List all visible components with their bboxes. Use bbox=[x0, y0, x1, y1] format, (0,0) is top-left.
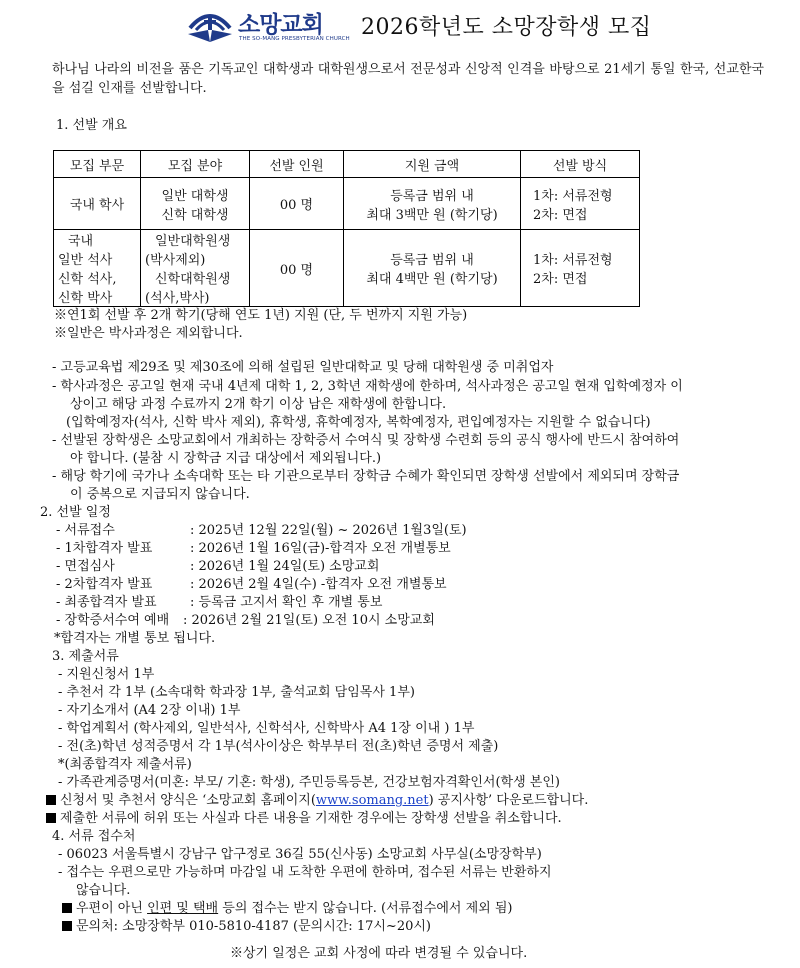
header bbox=[0, 2, 800, 50]
schedule-value: : 2025년 12월 22일(월) ~ 2026년 1월3일(토) bbox=[190, 523, 467, 538]
amount-cell: 등록금 범위 내 최대 4백만 원 (학기당) bbox=[344, 230, 521, 307]
schedule-label: - 1차합격자 발표 bbox=[56, 541, 153, 556]
table-header-row bbox=[54, 151, 640, 178]
table-row bbox=[54, 178, 640, 230]
schedule-value: : 2026년 1월 16일(금)-합격자 오전 개별통보 bbox=[190, 541, 451, 556]
column-header: 선발 인원 bbox=[250, 151, 344, 178]
homepage-link[interactable]: www.somang.net bbox=[315, 793, 429, 808]
page-title: 2026학년도 소망장학생 모집 bbox=[361, 15, 652, 40]
schedule-value: : 2026년 1월 24일(토) 소망교회 bbox=[190, 559, 380, 574]
schedule-note: *합격자는 개별 통보 됩니다. bbox=[54, 631, 216, 646]
field-cell: 일반 대학생 신학 대학생 bbox=[141, 178, 250, 230]
column-header: 모집 부문 bbox=[54, 151, 141, 178]
square-bullet-icon bbox=[46, 813, 56, 823]
schedule-value: : 2026년 2월 21일(토) 오전 10시 소망교회 bbox=[183, 613, 435, 628]
method-cell: 1차: 서류전형 2차: 면접 bbox=[521, 230, 640, 307]
note: ※연1회 선발 후 2개 학기(당해 연도 1년) 지원 (단, 두 번까지 지원 가능) bbox=[54, 308, 468, 323]
document-item: - 자기소개서 (A4 2장 이내) 1부 bbox=[58, 703, 241, 718]
rule-line: 상이고 해당 과정 수료까지 2개 학기 이상 남은 재학생에 한합니다. bbox=[70, 397, 447, 412]
schedule-label: - 2차합격자 발표 bbox=[56, 577, 153, 592]
document-item: - 전(초)학년 성적증명서 각 1부(석사이상은 학부부터 전(초)학년 증명서 제출) bbox=[58, 739, 499, 754]
contact-info: 문의처: 소망장학부 010-5810-4187 (문의시간: 17시~20시) bbox=[62, 917, 431, 936]
column-header: 모집 분야 bbox=[141, 151, 250, 178]
footer-note: ※상기 일정은 교회 사정에 따라 변경될 수 있습니다. bbox=[230, 946, 528, 961]
rule-line: - 해당 학기에 국가나 소속대학 또는 타 기관으로부터 장학금 수혜가 확인되면 장학생 선발에서 제외되며 장학금 bbox=[52, 469, 680, 484]
count-cell: 00 명 bbox=[250, 230, 344, 307]
square-bullet-icon bbox=[62, 921, 72, 931]
method-cell: 1차: 서류전형 2차: 면접 bbox=[521, 178, 640, 230]
amount-cell: 등록금 범위 내 최대 3백만 원 (학기당) bbox=[344, 178, 521, 230]
schedule-label: - 장학증서수여 예배 bbox=[56, 613, 170, 628]
selection-overview-table bbox=[53, 150, 640, 307]
column-header: 선발 방식 bbox=[521, 151, 640, 178]
rule-line: - 고등교육법 제29조 및 제30조에 의해 설립된 일반대학교 및 당해 대학원생 중 미취업자 bbox=[52, 360, 554, 375]
field-cell: 일반대학원생 (박사제외) 신학대학원생 (석사,박사) bbox=[141, 230, 250, 307]
square-bullet-icon bbox=[46, 795, 56, 805]
square-bullet-icon bbox=[62, 903, 72, 913]
section-4-heading: 4. 서류 접수처 bbox=[52, 829, 136, 844]
schedule-label: - 최종합격자 발표 bbox=[56, 595, 157, 610]
document-item: - 가족관계증명서(미혼: 부모/ 기혼: 학생), 주민등록등본, 건강보험자격확인서(학생 본인) bbox=[58, 775, 560, 790]
document-item: - 추천서 각 1부 (소속대학 학과장 1부, 출석교회 담임목사 1부) bbox=[58, 685, 415, 700]
false-info-notice: 제출한 서류에 허위 또는 사실과 다른 내용을 기재한 경우에는 장학생 선발을 취소합니다. bbox=[46, 809, 562, 828]
church-name-english: THE SO-MANG PRESBYTERIAN CHURCH bbox=[239, 36, 350, 42]
count-cell: 00 명 bbox=[250, 178, 344, 230]
division-cell: 국내 일반 석사 신학 석사, 신학 박사 bbox=[54, 230, 141, 307]
rule-line: (입학예정자(석사, 신학 박사 제외), 휴학생, 휴학예정자, 복학예정자, 편입예정자는 지원할 수 없습니다) bbox=[66, 415, 651, 430]
rule-line: 이 중복으로 지급되지 않습니다. bbox=[70, 487, 250, 502]
mail-rule: - 접수는 우편으로만 가능하며 마감일 내 도착한 우편에 한하며, 접수된 서류는 반환하지 bbox=[58, 865, 552, 880]
section-2-heading: 2. 선발 일정 bbox=[40, 505, 111, 520]
note: ※일반은 박사과정은 제외합니다. bbox=[54, 326, 243, 341]
church-emblem-icon bbox=[186, 8, 234, 44]
document-item: *(최종합격자 제출서류) bbox=[58, 757, 192, 772]
rule-line: - 선발된 장학생은 소망교회에서 개최하는 장학증서 수여식 및 장학생 수련회 등의 공식 행사에 반드시 참여하여 bbox=[52, 433, 680, 448]
column-header: 지원 금액 bbox=[344, 151, 521, 178]
intro-paragraph: 하나님 나라의 비전을 품은 기독교인 대학생과 대학원생으로서 전문성과 신앙적 인격을 바탕으로 21세기 통일 한국, 선교한국을 섬길 인재를 선발합니다. bbox=[52, 62, 764, 96]
document-item: - 지원신청서 1부 bbox=[58, 667, 155, 682]
schedule-value: : 2026년 2월 4일(수) -합격자 오전 개별통보 bbox=[190, 577, 447, 592]
section-3-heading: 3. 제출서류 bbox=[52, 649, 119, 664]
church-logo bbox=[186, 6, 350, 46]
mailing-address: - 06023 서울특별시 강남구 압구정로 36길 55(신사동) 소망교회 사무실(소망장학부) bbox=[58, 847, 542, 862]
schedule-value: : 등록금 고지서 확인 후 개별 통보 bbox=[190, 595, 383, 610]
document-item: - 학업계획서 (학사제외, 일반석사, 신학석사, 신학박사 A4 1장 이내 ) 1부 bbox=[58, 721, 475, 736]
schedule-label: - 서류접수 bbox=[56, 523, 115, 538]
table-row bbox=[54, 230, 640, 307]
church-name: 소망교회 bbox=[238, 12, 323, 38]
delivery-notice: 우편이 아닌 인편 및 택배 등의 접수는 받지 않습니다. (서류접수에서 제외 됨) bbox=[62, 899, 513, 918]
section-1-heading: 1. 선발 개요 bbox=[56, 118, 127, 133]
division-cell: 국내 학사 bbox=[54, 178, 141, 230]
mail-rule-continued: 않습니다. bbox=[76, 883, 131, 898]
rule-line: 야 합니다. (불참 시 장학금 지급 대상에서 제외됩니다.) bbox=[70, 451, 382, 466]
schedule-label: - 면접심사 bbox=[56, 559, 115, 574]
rule-line: - 학사과정은 공고일 현재 국내 4년제 대학 1, 2, 3학년 재학생에 한하며, 석사과정은 공고일 현재 입학예정자 이 bbox=[52, 379, 683, 394]
form-download-notice: 신청서 및 추천서 양식은 ‘소망교회 홈페이지(www.somang.net) 공지사항’ 다운로드합니다. bbox=[46, 791, 588, 810]
